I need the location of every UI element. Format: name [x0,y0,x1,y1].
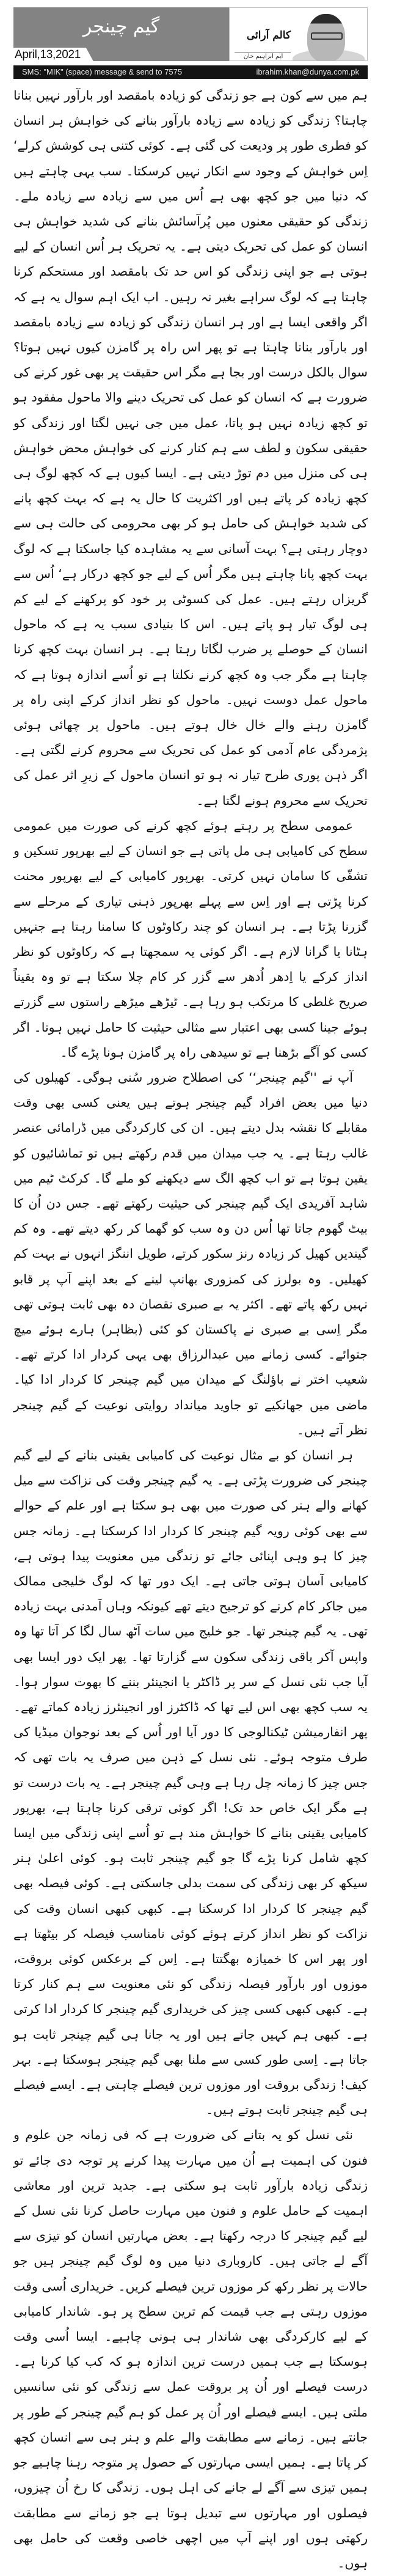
paragraph: ہر انسان کو بے مثال نوعیت کی کامیابی یقینی بنانے کے لیے گیم چینجر کی ضرورت پڑتی ہے۔ یہ گیم چینجر وقت کی نزاکت سے میل کھانے والے ہنر کی صورت میں بھی ہو سکتا ہے اور علم کے حوالے سے بھی کوئی رویہ گیم چینجر کا کردار ادا کرسکتا ہے۔ زمانہ جس چیز کا ہو وہی اپنائی جائے تو زندگی میں معنویت پیدا ہوتی ہے، کامیابی آسان ہوتی جاتی ہے۔ ایک دور تھا کہ لوگ خلیجی ممالک میں جاکر کام کرنے کو ترجیح دیتے تھے کیونکہ وہاں آمدنی بہت زیادہ تھی۔ یہ گیم چینجر تھا۔ جو خلیج میں سات آٹھ سال لگا کر آتا تھا وہ واپس آکر باقی زندگی سکون سے گزارتا تھا۔ پھر ایک دور ایسا بھی آیا جب نئی نسل کے سر پر ڈاکٹر یا انجینئر بننے کا بھوت سوار ہوا۔ یہ سب کچھ بھی اس لیے تھا کہ ڈاکٹرز اور انجینئرز زیادہ کماتے تھے۔ پھر انفارمیشن ٹیکنالوجی کا دور آیا اور اُس کے بعد نوجوان میڈیا کی طرف متوجہ ہوئے۔ نئی نسل کے ذہن میں صرف یہ بات تھی کہ جس چیز کا زمانہ چل رہا ہے وہی گیم چینجر ہے۔ یہ بات درست تو ہے مگر ایک خاص حد تک! اگر کوئی ترقی کرنا چاہتا ہے، بھرپور کامیابی یقینی بنانے کا خواہش مند ہے تو اُسے اپنی زندگی میں ایسا کچھ شامل کرنا پڑے گا جو گیم چینجر ثابت ہو۔ کوئی اعلیٰ ہنر سیکھ کر بھی زندگی کی سمت بدلی جاسکتی ہے۔ کوئی فیصلہ بھی گیم چینجر کا کردار ادا کرسکتا ہے۔ کبھی کبھی انسان وقت کی نزاکت کو نظر انداز کرتے ہوئے کوئی نامناسب فیصلہ کر بیٹھتا ہے اور پھر اس کا خمیازہ بھگتتا ہے۔ اِس کے برعکس کوئی بروقت، موزوں اور بارآور فیصلہ زندگی کو نئی معنویت سے ہم کنار کرتا ہے۔ کبھی کبھی کسی چیز کی خریداری گیم چینجر کا کردار ادا کرتی ہے۔ کبھی ہم کہیں جاتے ہیں اور یہ جانا ہی گیم چینجر ثابت ہو جاتا ہے۔ اِسی طور کسی سے ملنا بھی گیم چینجر ہوسکتا ہے۔ بہر کیف! زندگی بروقت اور موزوں ترین فیصلے چاہتی ہے۔ ایسے فیصلے ہی گیم چینجر ثابت ہوتے ہیں۔ [13,1447,368,2118]
paragraph: نئی نسل کو یہ بتانے کی ضرورت ہے کہ فی زمانہ جن علوم و فنون کی اہمیت ہے اُن میں مہارت پیدا کرنے پر توجہ دی جائے تو زندگی زیادہ بارآور ثابت ہو سکتی ہے۔ جدید ترین اور معاشی اہمیت کے حامل علوم و فنون میں مہارت حاصل کرنا نئی نسل کے لیے گیم چینجر کا درجہ رکھتا ہے۔ بعض مہارتیں انسان کو تیزی سے آگے لے جاتی ہیں۔ کاروباری دنیا میں وہ لوگ گیم چینجر ہیں جو حالات پر نظر رکھ کر موزوں ترین فیصلے کریں۔ خریداری اُسی وقت موزوں رہتی ہے جب قیمت کم ترین سطح پر ہو۔ شاندار کامیابی کے لیے کارکردگی بھی شاندار ہی ہونی چاہیے۔ ایسا اُسی وقت ہوسکتا ہے جب ہمیں درست ترین اندازہ ہو کہ کب کیا کرنا ہے۔ درست فیصلے اور اُن پر بروقت عمل سے زندگی کو نئی سانسیں ملتی ہیں۔ ایسے فیصلے اور اُن پر عمل کو ہم گیم چینجر کے طور پر جانتے ہیں۔ زمانے سے مطابقت والے علم و ہنر ہی سے انسان کچھ کر پاتا ہے۔ ہمیں ایسی مہارتوں کے حصول پر متوجہ رہنا چاہیے جو ہمیں تیزی سے آگے لے جانے کی اہل ہوں۔ زندگی کا رخ اُن چیزوں، فیصلوں اور مہارتوں سے تبدیل ہوتا ہے جو زمانے سے مطابقت رکھتی ہوں اور اپنے آپ میں اچھی خاصی وقعت کی حامل بھی ہوں۔ [13,2127,368,2570]
contact-bar [13,65,368,79]
article-body [13,83,368,2576]
column-header [13,7,368,79]
column-brand: کالم آرائی [246,29,291,42]
author-portrait-icon [293,12,365,61]
paragraph: آپ نے ''گیم چینجر‘‘ کی اصطلاح ضرور سُنی ہوگی۔ کھیلوں کی دنیا میں بعض افراد گیم چینجر ہوتے ہیں یعنی کسی بھی وقت مقابلے کا نقشہ بدل دیتے ہیں۔ ان کی کارکردگی میں ڈرامائی عنصر غالب رہتا ہے۔ یہ جب میدان میں قدم رکھتے ہیں تو تماشائیوں کو یقین ہوتا ہے تو اب کچھ الگ سے دیکھنے کو ملے گا۔ کرکٹ ٹیم میں شاہد آفریدی ایک گیم چینجر کی حیثیت رکھتے تھے۔ جس دن اُن کا بیٹ گھوم جاتا تھا اُس دن وہ سب کو گھما کر رکھ دیتے تھے۔ وہ کم گیندیں کھیل کر زیادہ رنز سکور کرتے، طویل اننگز انہوں نے بہت کم کھیلیں۔ وہ بولرز کی کمزوری بھانپ لینے کے بعد اپنے آپ پر قابو نہیں رکھ پاتے تھے۔ اکثر یہ بے صبری نقصان دہ بھی ثابت ہوتی تھی مگر اِسی بے صبری نے پاکستان کو کئی (بظاہر) ہارے ہوئے میچ جتوائے۔ کسی زمانے میں عبدالرزاق بھی یہی کردار ادا کرتے تھے۔ شعیب اختر نے باؤلنگ کے میدان میں گیم چینجر کا کردار ادا کیا۔ ماضی میں جھانکیے تو جاوید میانداد روایتی نوعیت کے گیم چینجر نظر آتے ہیں۔ [13,1070,368,1437]
author-box [229,7,368,61]
divider [235,52,291,53]
author-email[interactable]: ibrahim.khan@dunya.com.pk [256,67,359,76]
publish-date: April,13,2021 [15,48,81,61]
portrait-glasses [311,32,343,40]
author-name: ایم ابراہیم خان [243,53,283,60]
column-page [13,7,368,2570]
paragraph: عمومی سطح پر رہتے ہوئے کچھ کرنے کی صورت میں عمومی سطح کی کامیابی ہی مل پاتی ہے جو انسان کے لیے بھرپور تسکین و تشفّی کا سامان نہیں کرتی۔ بھرپور کامیابی کے لیے بھرپور محنت کرنا پڑتی ہے اور اِس سے پہلے بھرپور ذہنی تیاری کے مرحلے سے گزرنا پڑتا ہے۔ ہر انسان کو چند رکاوٹوں کا سامنا رہتا ہے جنہیں ہٹانا یا گرانا لازم ہے۔ اگر کوئی یہ سمجھتا ہے کہ رکاوٹوں کو نظر انداز کرکے یا اِدھر اُدھر سے گزر کر کام چلا سکتا ہے تو وہ یقیناً صریح غلطی کا مرتکب ہو رہا ہے۔ ٹیڑھے میڑھے راستوں سے گزرتے ہوئے جینا کسی بھی اعتبار سے مثالی حیثیت کا حامل نہیں ہوتا۔ اگر کسی کو آگے بڑھنا ہے تو سیدھی راہ پر گامزن ہونا پڑے گا۔ [13,818,368,1060]
sms-instruction: SMS: "MIK" (space) message & send to 7575 [22,67,183,76]
column-title: گیم چینجر [82,16,160,37]
paragraph: ہم میں سے کون ہے جو زندگی کو زیادہ بامقصد اور بارآور نہیں بنانا چاہتا؟ زندگی کو زیادہ سے زیادہ بارآور بنانے کی خواہش ہر انسان کو فطری طور پر ودیعت کی گئی ہے۔ کوئی کتنی ہی کوشش کرلے‘ اِس خواہش کے وجود سے انکار نہیں کرسکتا۔ سب یہی چاہتے ہیں کہ دنیا میں جو کچھ بھی ہے اُس میں سے زیادہ سے زیادہ ملے۔ زندگی کو حقیقی معنوں میں پُرآسائش بنانے کی شدید خواہش ہی انسان کو عمل کی تحریک دیتی ہے۔ یہ تحریک ہر اُس انسان کے لیے ہوتی ہے جو اپنی زندگی کو اس حد تک بامقصد اور مستحکم کرنا چاہتا ہے کہ لوگ سراہے بغیر نہ رہیں۔ اب ایک اہم سوال یہ ہے کہ اگر واقعی ایسا ہے اور ہر انسان زندگی کو زیادہ سے زیادہ بامقصد اور بارآور بنانا چاہتا ہے تو پھر اس راہ پر گامزن کیوں نہیں ہوتا؟ سوال بالکل درست اور بجا ہے مگر اس حقیقت پر بھی غور کرنے کی ضرورت ہے کہ انسان کو عمل کی تحریک دینے والا ماحول مفقود ہو تو کچھ زیادہ نہیں ہو پاتا، عمل میں جی نہیں لگتا اور زندگی کو حقیقی سکون و لطف سے ہم کنار کرنے کی خواہش محض خواہش ہی کی منزل میں دم توڑ دیتی ہے۔ ایسا کیوں ہے کہ کچھ لوگ ہی کچھ زیادہ کر پاتے ہیں اور اکثریت کا حال یہ ہے کہ بہت کچھ پانے کی شدید خواہش کی حامل ہو کر بھی محرومی کی حالت ہی سے دوچار رہتی ہے؟ بہت آسانی سے یہ مشاہدہ کیا جاسکتا ہے کہ لوگ بہت کچھ پانا چاہتے ہیں مگر اُس کے لیے جو کچھ درکار ہے‘ اُس سے گریزاں رہتے ہیں۔ عمل کی کسوٹی پر خود کو پرکھنے کے لیے کم ہی لوگ تیار ہو پاتے ہیں۔ اس کا بنیادی سبب یہ ہے کہ ماحول انسان کے حوصلے پر ضرب لگاتا رہتا ہے۔ ہر انسان بہت کچھ کرنا چاہتا ہے مگر جب وہ کچھ کرنے نکلتا ہے تو اُسے اندازہ ہوتا ہے کہ ماحول عمل دوست نہیں۔ ماحول کو نظر انداز کرکے اپنی راہ پر گامزن رہنے والے خال خال ہوتے ہیں۔ ماحول پر چھائی ہوئی پژمردگی عام آدمی کو عمل کی تحریک سے محروم کرنے لگتی ہے۔ اگر ذہن پوری طرح تیار نہ ہو تو انسان ماحول کے زیرِ اثر عمل کی تحریک سے محروم ہونے لگتا ہے۔ [13,88,368,808]
